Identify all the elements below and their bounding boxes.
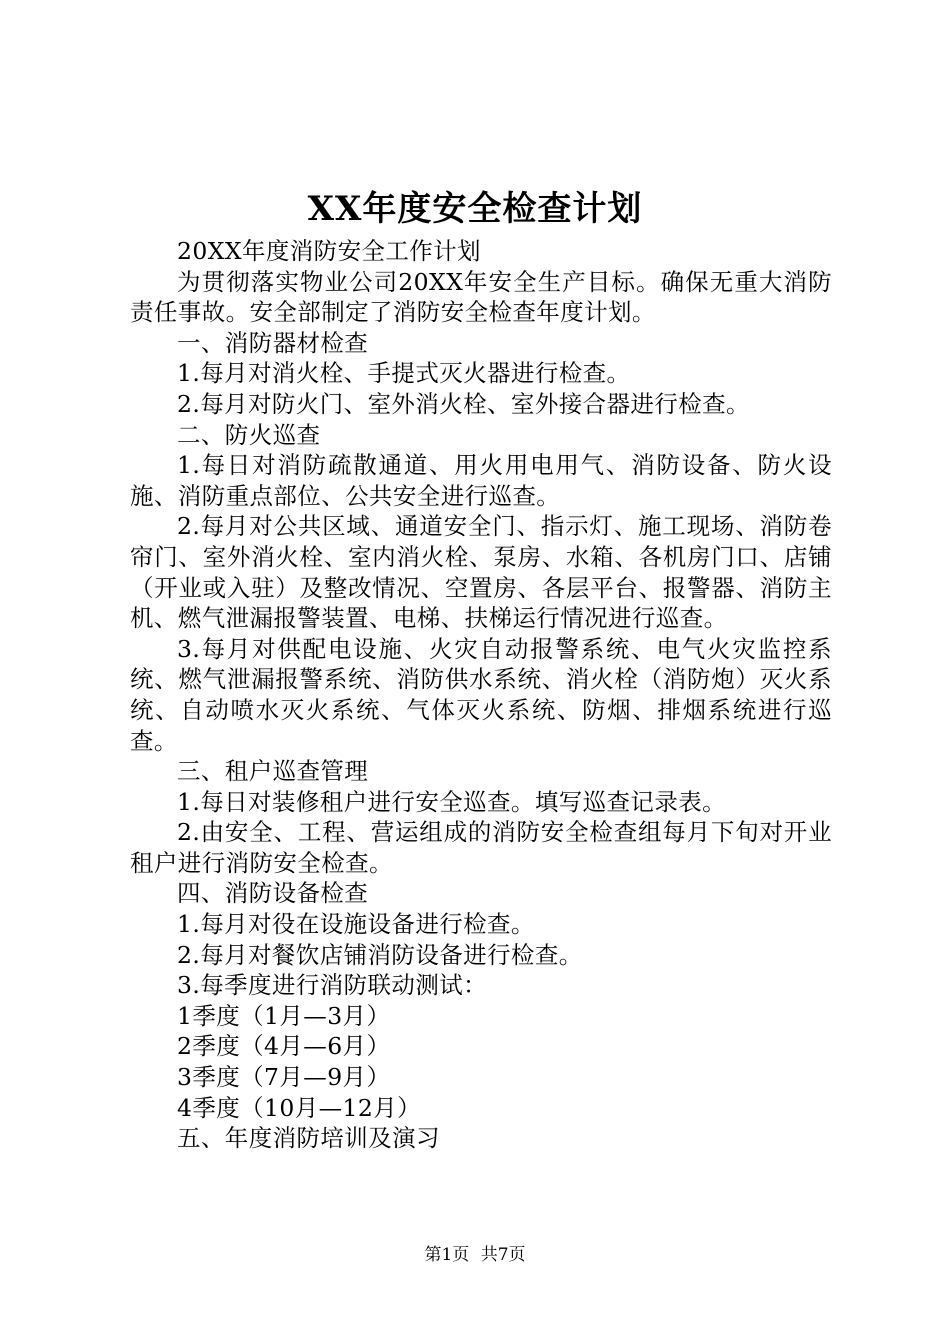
quarter-item: 2季度（4月—6月） bbox=[177, 1032, 391, 1061]
list-item: 2.由安全、工程、营运组成的消防安全检查组每月下旬对开业租户进行消防安全检查。 bbox=[130, 818, 832, 877]
list-item: 1.每日对装修租户进行安全巡查。填写巡查记录表。 bbox=[177, 787, 727, 816]
paragraph-plan-heading: 20XX年度消防安全工作计划 bbox=[177, 237, 481, 265]
section-heading-tenant: 三、租户巡查管理 bbox=[177, 757, 369, 786]
list-item: 3.每季度进行消防联动测试： bbox=[177, 971, 488, 1000]
list-item: 1.每月对消火栓、手提式灭火器进行检查。 bbox=[177, 359, 631, 388]
list-item: 2.每月对餐饮店铺消防设备进行检查。 bbox=[177, 940, 583, 969]
document-title: XX年度安全检查计划 bbox=[307, 189, 643, 229]
section-heading-equipment: 一、消防器材检查 bbox=[177, 328, 369, 357]
page-total: 共7页 bbox=[480, 1245, 526, 1265]
page-footer bbox=[0, 1243, 950, 1267]
document-body bbox=[130, 236, 832, 1154]
list-item: 1.每日对消防疏散通道、用火用电用气、消防设备、防火设施、消防重点部位、公共安全进行巡查。 bbox=[130, 451, 832, 510]
paragraph-intro: 为贯彻落实物业公司20XX年安全生产目标。确保无重大消防责任事故。安全部制定了消防安全检查年度计划。 bbox=[130, 267, 832, 327]
quarter-item: 1季度（1月—3月） bbox=[177, 1001, 391, 1030]
list-item: 3.每月对供配电设施、火灾自动报警系统、电气火灾监控系统、燃气泄漏报警系统、消防供水系统、消火栓（消防炮）灭火系统、自动喷水灭火系统、气体灭火系统、防烟、排烟系统进行巡查。 bbox=[130, 634, 832, 755]
quarter-item: 4季度（10月—12月） bbox=[177, 1093, 422, 1122]
section-heading-devices: 四、消防设备检查 bbox=[177, 879, 369, 908]
section-heading-patrol: 二、防火巡查 bbox=[177, 420, 321, 449]
list-item: 2.每月对公共区域、通道安全门、指示灯、施工现场、消防卷帘门、室外消火栓、室内消火栓、泵房、水箱、各机房门口、店铺（开业或入驻）及整改情况、空置房、各层平台、报警器、消防主机、燃气泄漏报警装置、电梯、扶梯运行情况进行巡查。 bbox=[130, 512, 832, 633]
page-number: 第1页 bbox=[424, 1245, 470, 1265]
list-item: 1.每月对役在设施设备进行检查。 bbox=[177, 910, 535, 939]
quarter-item: 3季度（7月—9月） bbox=[177, 1063, 391, 1092]
list-item: 2.每月对防火门、室外消火栓、室外接合器进行检查。 bbox=[177, 389, 750, 418]
section-heading-training: 五、年度消防培训及演习 bbox=[177, 1124, 440, 1153]
